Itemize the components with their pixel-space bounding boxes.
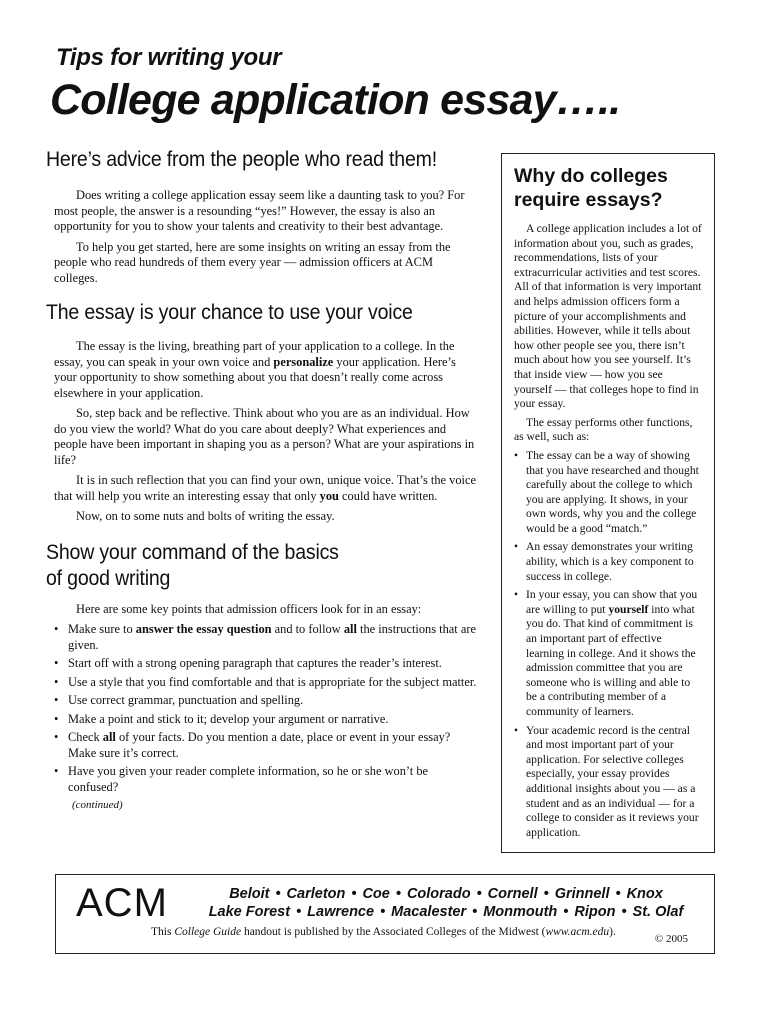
- college-row: [191, 903, 701, 921]
- college-name: Cornell: [487, 886, 538, 902]
- list-item: • Make sure to answer the essay question and to follow all the instructions that are given.: [54, 622, 478, 653]
- paragraph: So, step back and be reflective. Think about who you are as an individual. How do you view the world? What do you care about deeply? What experiences and people have been important in shaping you as a person? What are your aspirations in life?: [54, 406, 475, 467]
- bullet-separator: •: [472, 904, 478, 920]
- paragraph: It is in such reflection that you can find your own, unique voice. That’s the voice that will help you write an interesting essay that only you could have written.: [54, 473, 476, 503]
- page-title: College application essay…..: [50, 76, 621, 124]
- continued-note: (continued): [72, 799, 123, 811]
- section-heading-advice: Here’s advice from the people who read them!: [46, 148, 437, 171]
- list-item: • An essay demonstrates your writing ability, which is a key component to success in college.: [514, 540, 702, 584]
- paragraph: Does writing a college application essay seem like a daunting task to you? For most people, the answer is a resounding “yes!” However, the essay is also an opportunity for you to show your talents and creativity to their best advantage.: [54, 188, 465, 233]
- bullet-list: [46, 622, 478, 795]
- list-item: • Use correct grammar, punctuation and spelling.: [54, 693, 478, 709]
- list-item: • Start off with a strong opening paragraph that captures the reader’s interest.: [54, 656, 478, 672]
- list-item: • Use a style that you find comfortable and that is appropriate for the subject matter.: [54, 675, 478, 691]
- college-name: Knox: [626, 886, 663, 902]
- college-row: [191, 885, 701, 903]
- bullet-separator: •: [395, 886, 401, 902]
- section-heading-voice: The essay is your chance to use your voice: [46, 301, 413, 324]
- pretitle: Tips for writing your: [56, 44, 282, 71]
- sidebar-paragraph: The essay performs other functions, as well, such as:: [514, 415, 693, 444]
- college-list: [191, 885, 701, 921]
- list-item: • The essay can be a way of showing that you have researched and thought carefully about the college to which you are applying. It shows, in your own words, why you and the college would be a good “match.”: [514, 449, 702, 537]
- footer-box: [55, 874, 715, 954]
- sidebar-box: [501, 153, 715, 853]
- list-item: • Make a point and stick to it; develop your argument or narrative.: [54, 712, 478, 728]
- bullet-separator: •: [296, 904, 302, 920]
- college-name: Beloit: [229, 886, 270, 902]
- paragraph: The essay is the living, breathing part of your application to a college. In the essay, you can speak in your own voice and personalize your application. Here’s your opportunity to show something about you that doesn’t really come across elsewhere in your application.: [54, 339, 456, 400]
- bullet-separator: •: [621, 904, 627, 920]
- section-heading-basics: Show your command of the basics of good writing: [46, 540, 339, 590]
- college-name: Macalester: [391, 904, 467, 920]
- paragraph: Now, on to some nuts and bolts of writing the essay.: [76, 509, 335, 523]
- college-name: Coe: [362, 886, 390, 902]
- list-item: • In your essay, you can show that you are willing to put yourself into what you do. That kind of commitment is an important part of effective learning in college. And it shows the admission committee that you are someone who is willing and able to be a contributing member of a community of learners.: [514, 588, 702, 719]
- acm-logo: ACM: [76, 881, 168, 925]
- college-name: St. Olaf: [632, 904, 684, 920]
- bullet-separator: •: [380, 904, 386, 920]
- college-name: Grinnell: [554, 886, 610, 902]
- main-column: [46, 148, 478, 811]
- paragraph: To help you get started, here are some insights on writing an essay from the people who read hundreds of them every year — admission officers at ACM colleges.: [54, 239, 451, 285]
- bullet-separator: •: [543, 886, 549, 902]
- paragraph: Here are some key points that admission officers look for in an essay:: [76, 601, 422, 616]
- bullet-separator: •: [351, 886, 357, 902]
- sidebar-bullet-list: [514, 449, 702, 840]
- list-item: • Check all of your facts. Do you mention a date, place or event in your essay? Make sure it’s correct.: [54, 730, 478, 761]
- college-name: Lake Forest: [208, 904, 291, 920]
- college-name: Monmouth: [483, 904, 558, 920]
- bullet-separator: •: [615, 886, 621, 902]
- bullet-separator: •: [563, 904, 569, 920]
- college-name: Carleton: [286, 886, 346, 902]
- sidebar-heading: Why do colleges require essays?: [514, 165, 668, 211]
- sidebar-paragraph: A college application includes a lot of information about you, such as grades, recommendations, lists of your extracurricular activities and test scores. All of that information is very important and helps admission officers form a picture of your accomplishments and abilities. However, while it tells about how other people see you, there isn’t much about how you see yourself. It’s that inside view — how you see yourself — that colleges hope to find in your essay.: [514, 222, 702, 411]
- copyright: © 2005: [654, 933, 688, 945]
- college-name: Colorado: [406, 886, 471, 902]
- college-name: Ripon: [574, 904, 616, 920]
- bullet-separator: •: [476, 886, 482, 902]
- bullet-separator: •: [275, 886, 281, 902]
- college-name: Lawrence: [307, 904, 375, 920]
- list-item: • Have you given your reader complete information, so he or she won’t be confused?: [54, 764, 478, 795]
- list-item: • Your academic record is the central and most important part of your application. For selective colleges especially, your essay provides additional insights about you — as a student and as an individual — for a college to consider as it reviews your application.: [514, 724, 702, 841]
- publisher-note: This College Guide handout is published by the Associated Colleges of the Midwest (www.acm.edu).: [151, 926, 616, 938]
